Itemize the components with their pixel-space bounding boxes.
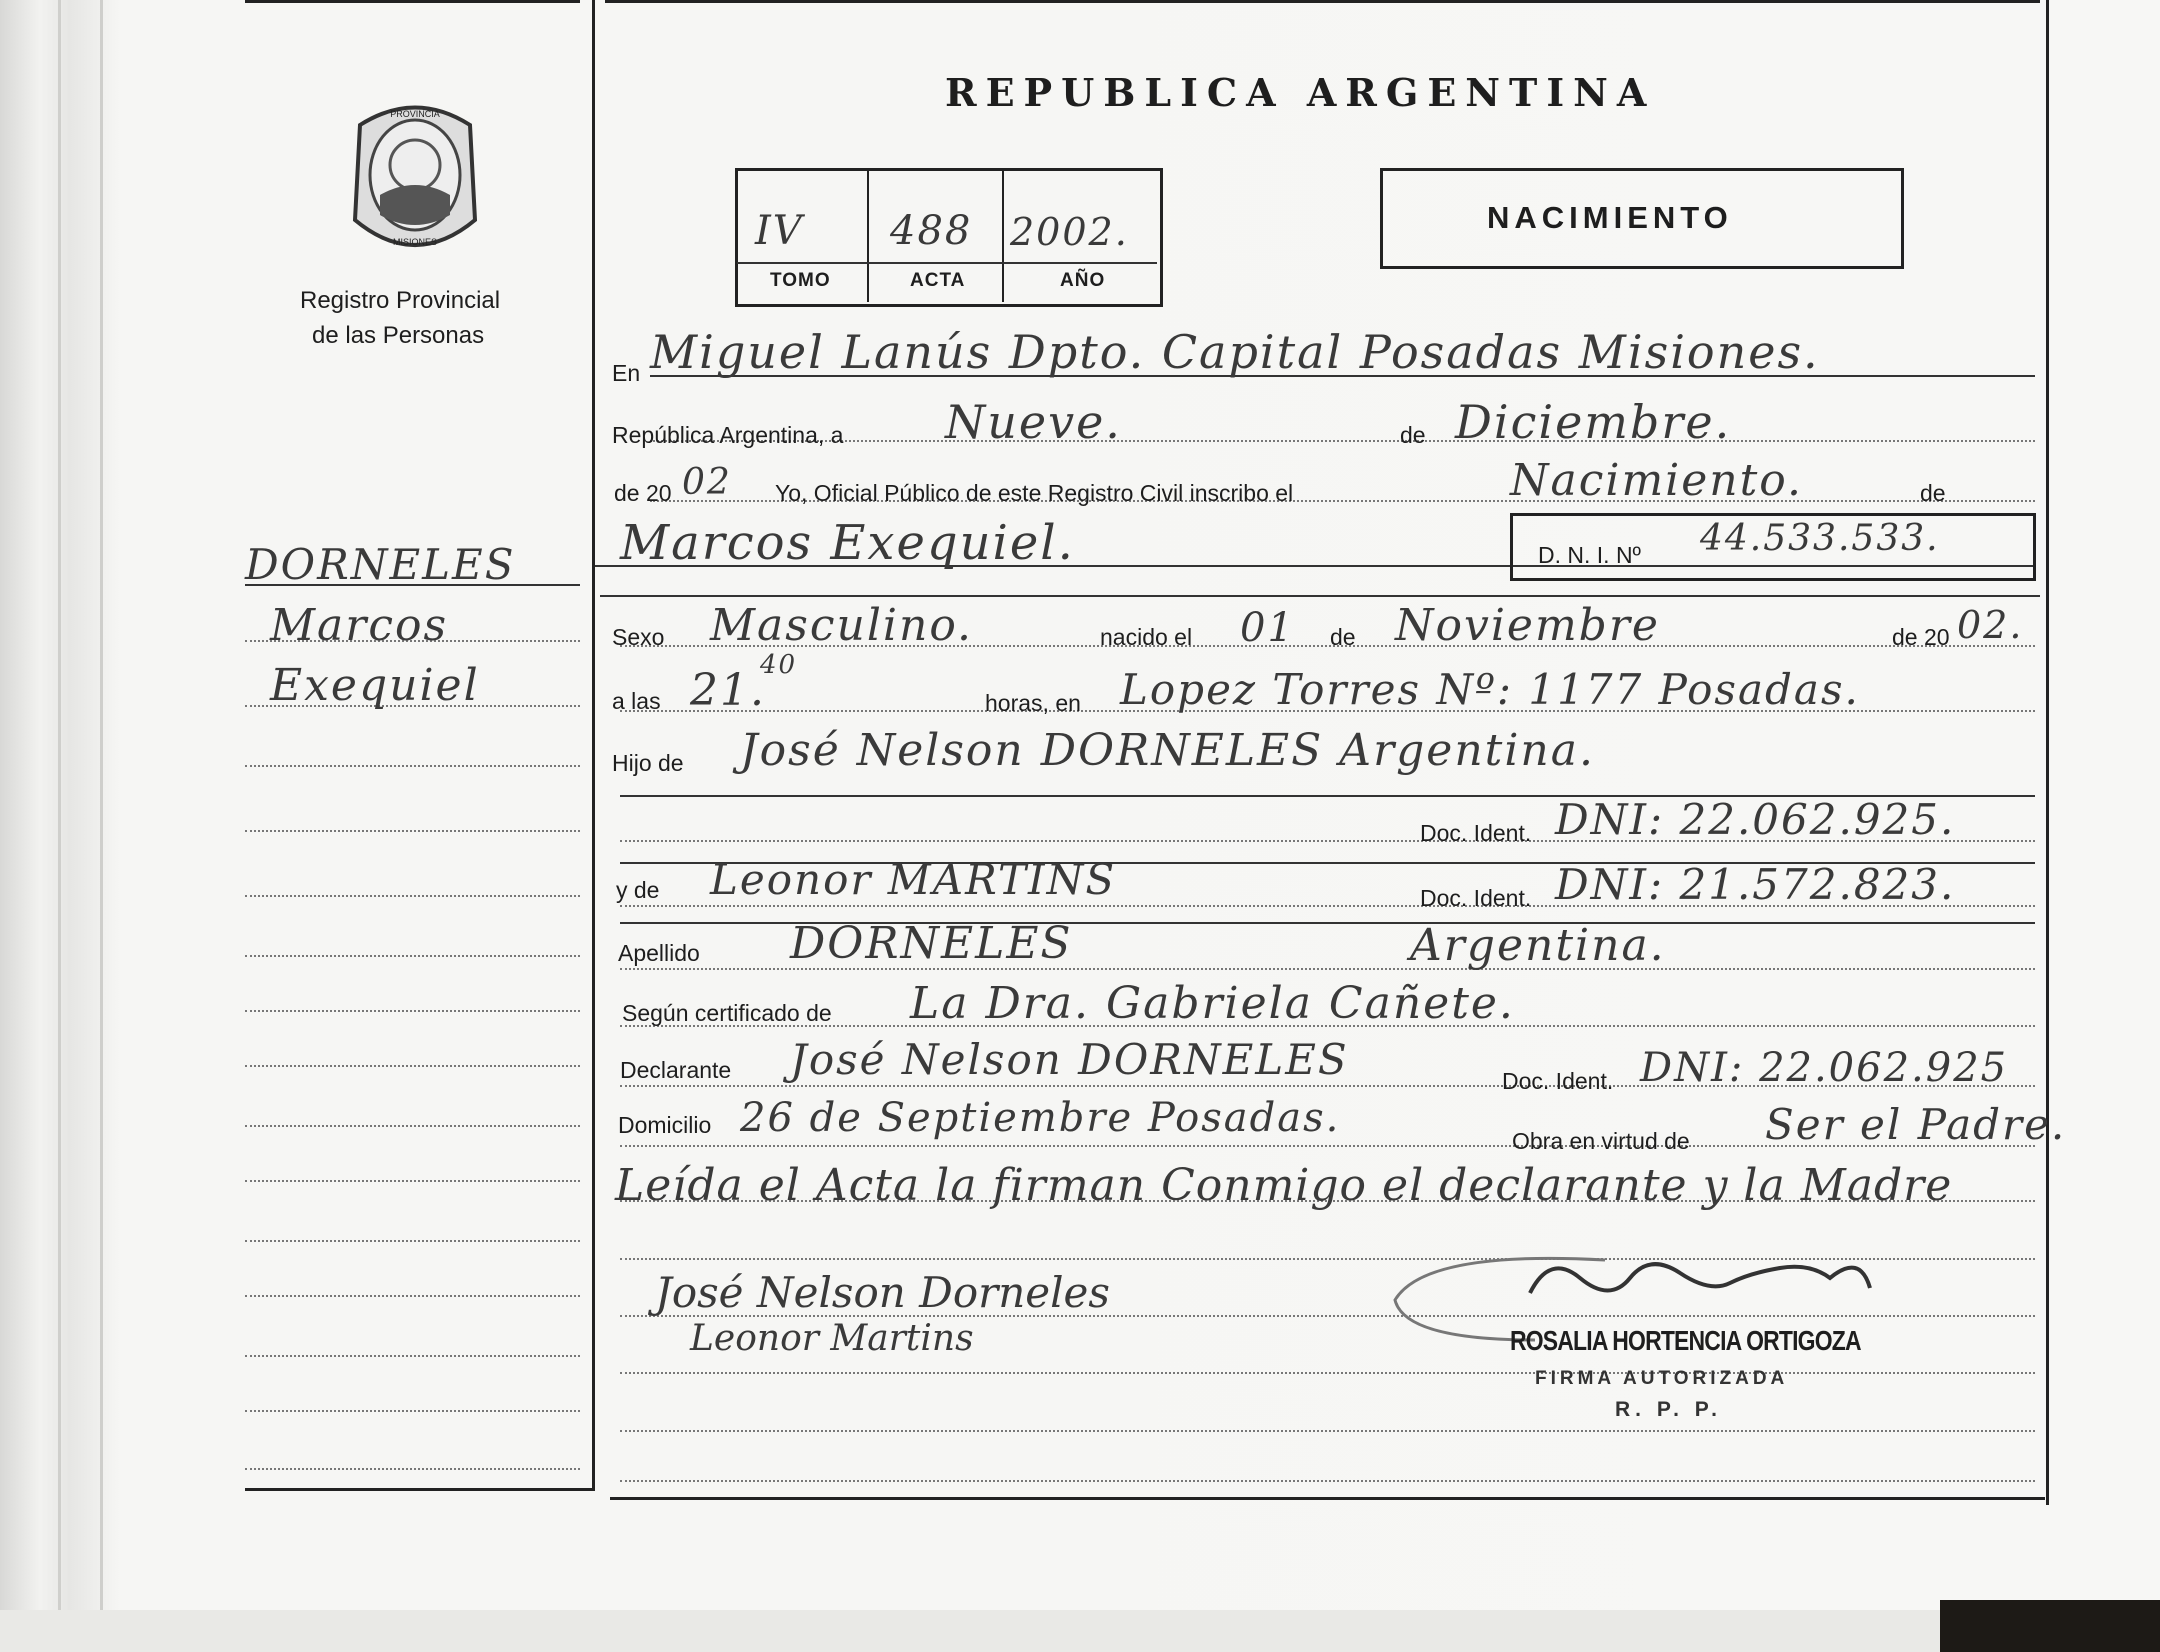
field-rule [600, 595, 2040, 597]
label-de-20: de 20 [1892, 624, 1950, 650]
field-line [620, 1480, 2035, 1482]
field-declarant: José Nelson DORNELES [790, 1035, 1349, 1084]
label-de-end: de [1920, 480, 1946, 506]
margin-dotted-line [245, 1065, 580, 1067]
label-segun: Según certificado de [622, 1000, 832, 1026]
margin-note-name2: Exequiel [270, 660, 480, 711]
field-line [650, 440, 2035, 442]
closing-line: Leída el Acta la firman Conmigo el declarante y la Madre [615, 1160, 1953, 1211]
field-hour: 21. [690, 665, 766, 716]
field-certificate-by: La Dra. Gabriela Cañete. [910, 978, 1515, 1029]
signature-declarant: José Nelson Dorneles [655, 1268, 1110, 1317]
background-surface [1940, 1600, 2160, 1652]
field-hour-minutes: 40 [760, 650, 798, 680]
dni-value: 44.533.533. [1700, 518, 1940, 559]
label-de2: de [1330, 624, 1356, 650]
label-y-de: y de [616, 877, 660, 903]
box-divider [1002, 170, 1004, 302]
margin-dotted-line [245, 895, 580, 897]
field-mother: Leonor MARTINS [710, 855, 1117, 904]
field-surname: DORNELES [790, 918, 1073, 969]
field-person-name: Marcos Exequiel. [620, 515, 1075, 571]
margin-dotted-line [245, 955, 580, 957]
page-edge [58, 0, 61, 1610]
label-doc-ident-father: Doc. Ident. [1420, 820, 1532, 846]
signature-mother: Leonor Martins [690, 1318, 974, 1359]
field-month: Diciembre. [1455, 395, 1732, 449]
label-doc-ident-mother: Doc. Ident. [1420, 885, 1532, 911]
rpp: R. P. P. [1615, 1398, 1722, 1421]
page-below [0, 1610, 1940, 1652]
margin-dotted-line [245, 1240, 580, 1242]
margin-dotted-line [245, 1410, 580, 1412]
field-mother-doc: DNI: 21.572.823. [1555, 860, 1956, 909]
label-declarante: Declarante [620, 1057, 732, 1083]
field-sexo: Masculino. [710, 600, 974, 651]
margin-dotted-line [245, 1295, 580, 1297]
field-event: Nacimiento. [1510, 455, 1804, 506]
label-sexo: Sexo [612, 624, 665, 650]
tomo-value: IV [755, 208, 804, 254]
box-rule [737, 262, 1157, 264]
label-domicilio: Domicilio [618, 1112, 712, 1138]
margin-dotted-line [245, 1468, 580, 1470]
acta-value: 488 [890, 208, 973, 254]
field-birth-year: 02. [1957, 603, 2024, 647]
seal-text-bottom: MISIONES [392, 237, 438, 247]
label-yo-oficial: Yo, Oficial Público de este Registro Civil inscribo el [775, 480, 1294, 506]
label-horas-en: horas, en [985, 690, 1081, 716]
registry-name-line1: Registro Provincial [300, 287, 501, 314]
label-doc-ident-declarant: Doc. Ident. [1502, 1068, 1614, 1094]
field-father: José Nelson DORNELES Argentina. [740, 725, 1595, 776]
ano-value: 2002. [1010, 210, 1129, 254]
tomo-label: TOMO [770, 270, 831, 291]
field-birth-day: 01 [1240, 605, 1295, 651]
margin-note-name1: Marcos [270, 600, 449, 651]
label-obra: Obra en virtud de [1512, 1128, 1690, 1154]
field-birth-place: Lopez Torres Nº: 1177 Posadas. [1120, 665, 1860, 714]
margin-bottom-rule [245, 1488, 595, 1491]
seal-text-top: PROVINCIA [390, 109, 440, 119]
field-birth-month: Noviembre [1395, 600, 1660, 651]
field-obra-virtud: Ser el Padre. [1765, 1100, 2067, 1149]
right-border [2046, 0, 2049, 1505]
label-de: de [1400, 422, 1426, 448]
document-title: REPUBLICA ARGENTINA [945, 70, 1656, 115]
margin-dotted-line [245, 765, 580, 767]
margin-dotted-line [245, 1180, 580, 1182]
field-father-doc: DNI: 22.062.925. [1555, 795, 1956, 844]
margin-dotted-line [245, 1125, 580, 1127]
margin-dotted-line [245, 830, 580, 832]
official-signature [1520, 1248, 1880, 1323]
margin-note-surname: DORNELES [245, 540, 516, 589]
field-day-words: Nueve. [945, 395, 1122, 449]
registry-name-line2: de las Personas [312, 322, 485, 349]
provincial-seal [340, 95, 490, 260]
firma-autorizada: FIRMA AUTORIZADA [1535, 1368, 1789, 1389]
label-hijo-de: Hijo de [612, 750, 684, 776]
margin-dotted-line [245, 1010, 580, 1012]
field-surname-nationality: Argentina. [1410, 920, 1666, 971]
label-nacido-el: nacido el [1100, 624, 1193, 650]
label-apellido: Apellido [618, 940, 700, 966]
bottom-rule [610, 1497, 2045, 1500]
top-rule-left [245, 0, 580, 3]
field-declarant-doc: DNI: 22.062.925 [1640, 1045, 2009, 1091]
record-type: NACIMIENTO [1487, 200, 1733, 235]
margin-dotted-line [245, 1355, 580, 1357]
label-a-las: a las [612, 688, 661, 714]
label-de-year: de 20 [614, 480, 672, 506]
dni-label: D. N. I. Nº [1538, 542, 1641, 568]
field-place: Miguel Lanús Dpto. Capital Posadas Misiones. [650, 325, 1820, 379]
acta-label: ACTA [910, 270, 966, 291]
field-domicile: 26 de Septiembre Posadas. [740, 1095, 1341, 1141]
box-divider [867, 170, 869, 302]
official-name: ROSALIA HORTENCIA ORTIGOZA [1510, 1325, 1861, 1356]
field-line [620, 1430, 2035, 1432]
ano-label: AÑO [1060, 270, 1106, 291]
top-rule-right [605, 0, 2040, 3]
label-republica: República Argentina, a [612, 422, 844, 448]
field-line [620, 1372, 2035, 1374]
label-en: En [612, 360, 641, 386]
field-year-suffix: 02 [682, 462, 732, 503]
margin-divider [592, 0, 595, 1490]
page-edge [100, 0, 103, 1610]
